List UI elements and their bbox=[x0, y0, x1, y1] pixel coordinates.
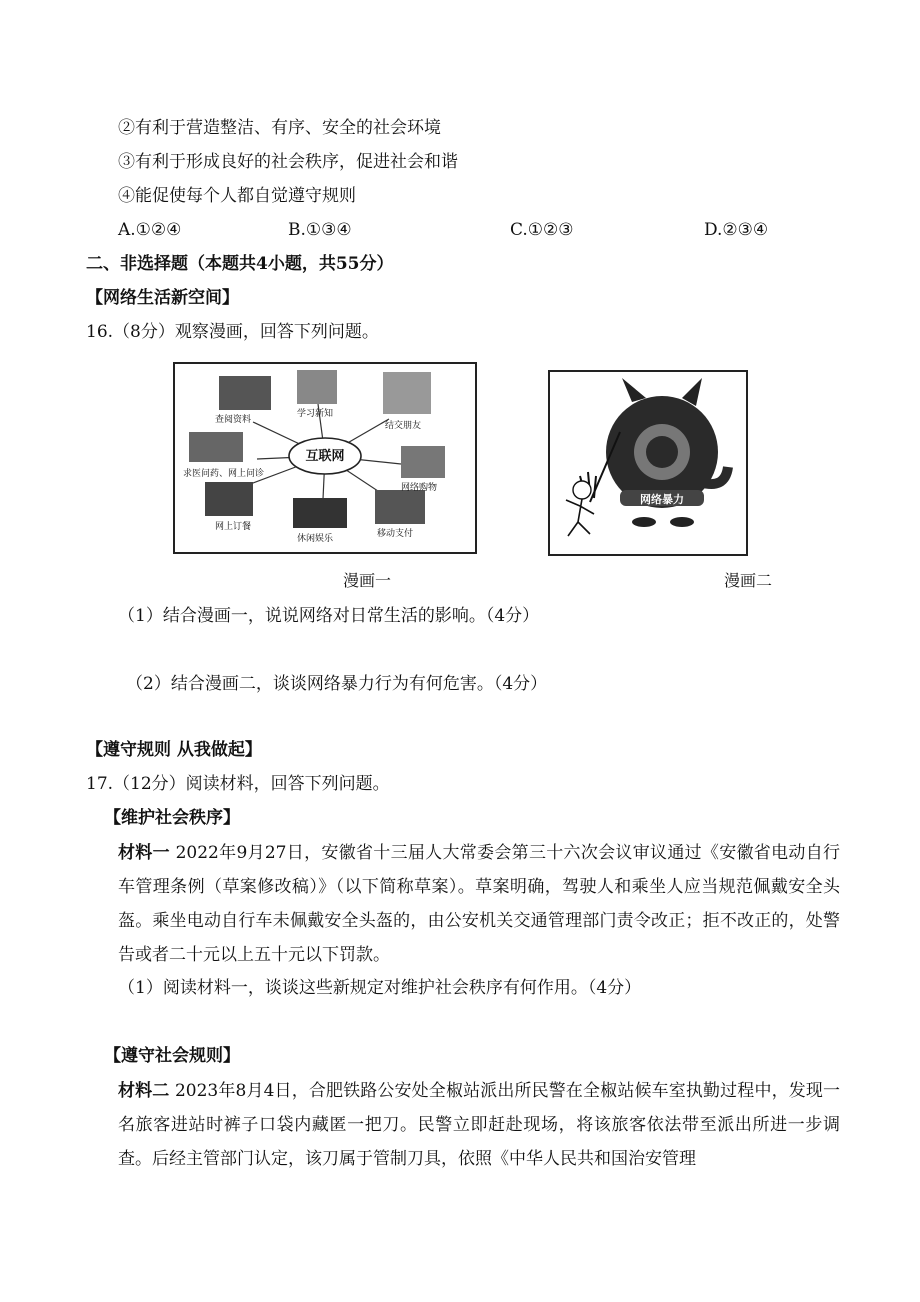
material-two-label: 材料二 bbox=[118, 1081, 170, 1101]
comic-label-search: 查阅资料 bbox=[215, 415, 252, 425]
material-one bbox=[118, 836, 840, 972]
comic-label-leisure: 休闲娱乐 bbox=[297, 534, 334, 544]
topic-heading-network: 【网络生活新空间】 bbox=[86, 288, 239, 308]
comic-label-payment: 移动支付 bbox=[377, 529, 414, 539]
option-item-4: ④能促使每个人都自觉遵守规则 bbox=[118, 186, 356, 206]
choice-a: A.①②④ bbox=[118, 220, 182, 240]
choice-c: C.①②③ bbox=[510, 220, 574, 240]
comic-label-friends: 结交朋友 bbox=[385, 421, 422, 431]
option-item-3: ③有利于形成良好的社会秩序，促进社会和谐 bbox=[118, 152, 458, 172]
comic-two-caption: 漫画二 bbox=[724, 571, 773, 590]
comic-one bbox=[173, 362, 477, 554]
material-one-text: 2022年9月27日，安徽省十三届人大常委会第三十六次会议审议通过《安徽省电动自行车管理条例（草案修改稿）》（以下简称草案）。草案明确，驾驶人和乘坐人应当规范佩戴安全头盔。乘坐电动自行车未佩戴安全头盔的，由公安机关交通管理部门责令改正；拒不改正的，处警告或者二十元以上五十元以下罚款。 bbox=[118, 843, 840, 965]
subsection-order: 【维护社会秩序】 bbox=[104, 808, 240, 828]
material-two-text: 2023年8月4日，合肥铁路公安处全椒站派出所民警在全椒站候车室执勤过程中，发现一名旅客进站时裤子口袋内藏匿一把刀。民警立即赶赴现场，将该旅客依法带至派出所进一步调查。后经主管部门认定，该刀属于管制刀具，依照《中华人民共和国治安管理 bbox=[118, 1081, 840, 1169]
option-item-2: ②有利于营造整洁、有序、安全的社会环境 bbox=[118, 118, 441, 138]
comic-label-shopping: 网络购物 bbox=[401, 483, 438, 493]
comic-label-medical: 求医问药、网上问诊 bbox=[183, 469, 265, 479]
subsection-rules: 【遵守社会规则】 bbox=[104, 1046, 240, 1066]
comic-label-food: 网上订餐 bbox=[215, 522, 252, 532]
section-heading: 二、非选择题（本题共4小题，共55分） bbox=[86, 254, 394, 274]
question-17-stem: 17.（12分）阅读材料，回答下列问题。 bbox=[86, 774, 390, 794]
topic-heading-rules: 【遵守规则 从我做起】 bbox=[86, 740, 262, 760]
choice-d: D.②③④ bbox=[704, 220, 769, 240]
choice-b: B.①③④ bbox=[288, 220, 352, 240]
question-16-sub2: （2）结合漫画二，谈谈网络暴力行为有何危害。（4分） bbox=[126, 674, 548, 694]
comic-two-illustration bbox=[550, 372, 746, 554]
question-17-sub1: （1）阅读材料一，谈谈这些新规定对维护社会秩序有何作用。（4分） bbox=[118, 978, 642, 998]
comic-one-caption: 漫画一 bbox=[343, 571, 392, 590]
comic-label-learn: 学习新知 bbox=[297, 409, 334, 419]
comic-one-center-label: 互联网 bbox=[305, 449, 345, 464]
material-one-label: 材料一 bbox=[118, 843, 170, 863]
comic-two-label: 网络暴力 bbox=[640, 493, 684, 506]
comic-two bbox=[548, 370, 748, 556]
material-two bbox=[118, 1074, 840, 1176]
question-16-stem: 16.（8分）观察漫画，回答下列问题。 bbox=[86, 322, 379, 342]
question-16-sub1: （1）结合漫画一，说说网络对日常生活的影响。（4分） bbox=[118, 606, 540, 626]
